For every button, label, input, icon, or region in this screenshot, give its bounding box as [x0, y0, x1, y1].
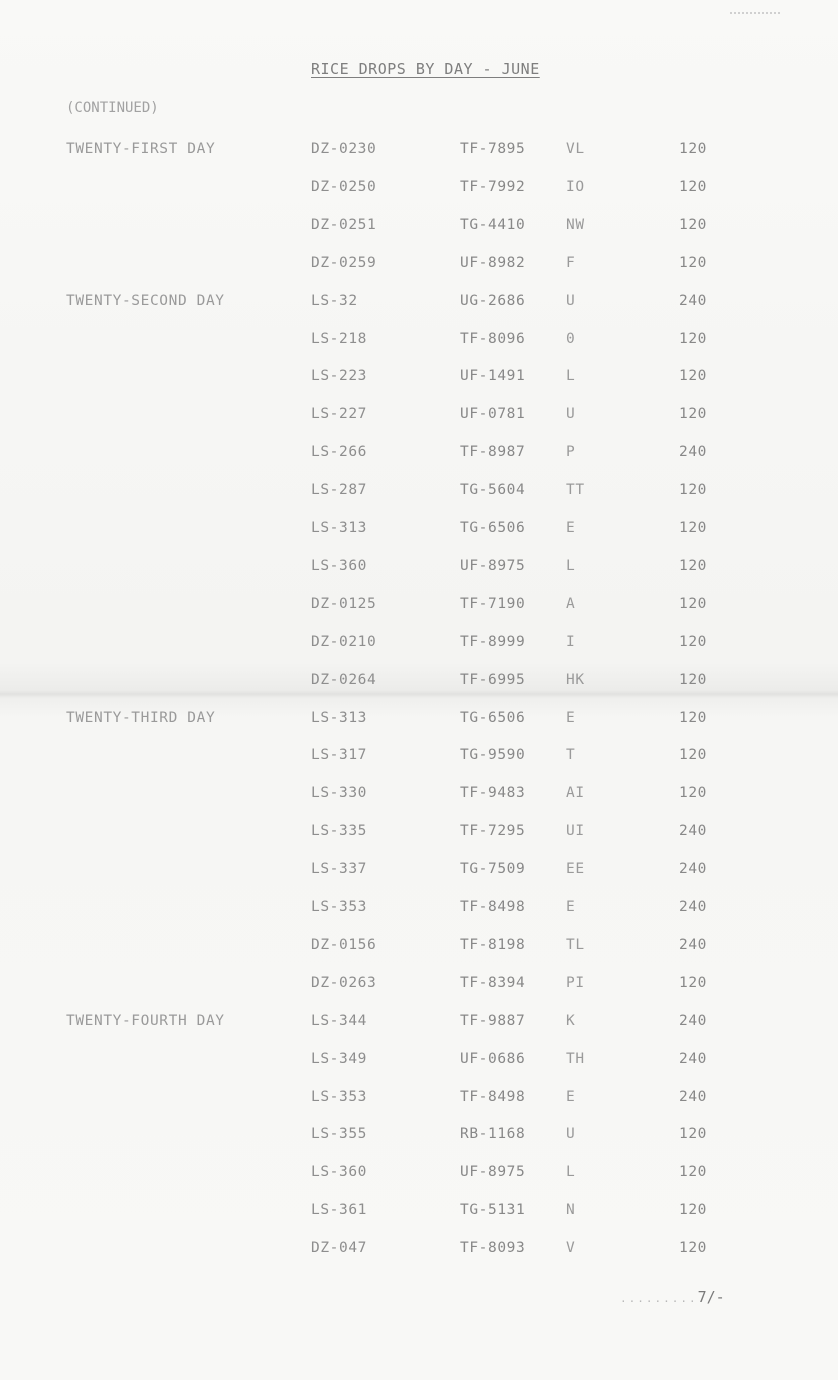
grid-reference: TF-8096: [460, 330, 526, 347]
grid-reference: TF-7992: [460, 178, 526, 195]
letter-code: F: [566, 254, 576, 271]
quantity: 240: [679, 936, 707, 953]
day-label: TWENTY-FIRST DAY: [66, 141, 216, 157]
document-title: RICE DROPS BY DAY - JUNE: [311, 60, 540, 78]
table-row: [0, 710, 838, 736]
quantity: 120: [679, 671, 707, 688]
drop-code: LS-313: [311, 709, 367, 726]
drop-code: LS-355: [311, 1126, 367, 1143]
drop-code: LS-335: [311, 823, 367, 840]
table-row: [0, 672, 838, 698]
grid-reference: TG-6506: [460, 520, 526, 536]
drop-code: DZ-0250: [311, 178, 377, 195]
quantity: 120: [679, 141, 707, 157]
grid-reference: TF-7190: [460, 595, 526, 612]
table-row: [0, 520, 838, 546]
letter-code: U: [566, 1126, 576, 1143]
letter-code: UI: [566, 823, 585, 840]
letter-code: T: [566, 747, 576, 764]
table-row: [0, 179, 838, 205]
table-row: [0, 1013, 838, 1039]
table-row: [0, 899, 838, 925]
day-label: TWENTY-THIRD DAY: [66, 709, 216, 726]
quantity: 240: [679, 899, 707, 915]
grid-reference: TF-8999: [460, 633, 526, 650]
grid-reference: TF-8987: [460, 444, 526, 461]
grid-reference: TG-9590: [460, 747, 526, 764]
quantity: 120: [679, 482, 707, 499]
quantity: 120: [679, 974, 707, 991]
drop-code: LS-223: [311, 368, 367, 385]
letter-code: PI: [566, 974, 585, 991]
table-row: [0, 861, 838, 887]
letter-code: TH: [566, 1050, 585, 1067]
grid-reference: TF-8394: [460, 974, 526, 991]
letter-code: E: [566, 1088, 576, 1105]
grid-reference: TG-4410: [460, 216, 526, 233]
grid-reference: TG-5604: [460, 482, 526, 499]
grid-reference: TF-7895: [460, 141, 526, 157]
quantity: 240: [679, 823, 707, 840]
quantity: 120: [679, 520, 707, 536]
drop-code: DZ-0263: [311, 974, 377, 991]
quantity: 240: [679, 1050, 707, 1067]
drop-code: LS-360: [311, 557, 367, 574]
quantity: 120: [679, 1240, 707, 1257]
drop-code: LS-349: [311, 1050, 367, 1067]
letter-code: NW: [566, 216, 585, 233]
continued-label: (CONTINUED): [66, 100, 159, 116]
letter-code: IO: [566, 178, 585, 195]
grid-reference: UF-0781: [460, 406, 526, 423]
drop-code: DZ-0264: [311, 671, 377, 688]
letter-code: U: [566, 292, 576, 309]
table-row: [0, 255, 838, 281]
letter-code: K: [566, 1012, 576, 1029]
drop-code: LS-218: [311, 330, 367, 347]
drop-code: LS-344: [311, 1012, 367, 1029]
drop-code: LS-361: [311, 1202, 367, 1219]
table-row: [0, 444, 838, 470]
quantity: 120: [679, 709, 707, 726]
drop-code: LS-337: [311, 861, 367, 878]
page-number: 7/-: [697, 1288, 725, 1306]
table-row: [0, 1202, 838, 1228]
quantity: 120: [679, 1164, 707, 1181]
grid-reference: UF-0686: [460, 1050, 526, 1067]
grid-reference: UF-8975: [460, 557, 526, 574]
letter-code: A: [566, 595, 576, 612]
scan-mark-top-left: [64, 50, 114, 56]
page-footer: [620, 1288, 725, 1306]
grid-reference: UF-1491: [460, 368, 526, 385]
quantity: 120: [679, 557, 707, 574]
drop-code: DZ-0156: [311, 936, 377, 953]
table-row: [0, 634, 838, 660]
table-row: [0, 482, 838, 508]
grid-reference: UF-8975: [460, 1164, 526, 1181]
table-row: [0, 785, 838, 811]
quantity: 240: [679, 861, 707, 878]
letter-code: P: [566, 444, 576, 461]
table-row: [0, 937, 838, 963]
table-row: [0, 1089, 838, 1115]
grid-reference: TF-7295: [460, 823, 526, 840]
table-row: [0, 1240, 838, 1266]
table-row: [0, 823, 838, 849]
grid-reference: UG-2686: [460, 292, 526, 309]
letter-code: V: [566, 1240, 576, 1257]
day-label: TWENTY-FOURTH DAY: [66, 1012, 225, 1029]
grid-reference: TF-8498: [460, 899, 526, 915]
letter-code: U: [566, 406, 576, 423]
drop-code: DZ-047: [311, 1240, 367, 1257]
table-row: [0, 1126, 838, 1152]
grid-reference: TF-9887: [460, 1012, 526, 1029]
quantity: 240: [679, 444, 707, 461]
table-row: [0, 1164, 838, 1190]
grid-reference: TF-9483: [460, 785, 526, 802]
table-row: [0, 217, 838, 243]
drop-code: DZ-0210: [311, 633, 377, 650]
footer-dots: .........: [620, 1292, 698, 1305]
quantity: 120: [679, 1202, 707, 1219]
letter-code: N: [566, 1202, 576, 1219]
grid-reference: TF-8093: [460, 1240, 526, 1257]
letter-code: VL: [566, 141, 585, 157]
letter-code: I: [566, 633, 576, 650]
table-row: [0, 141, 838, 167]
quantity: 120: [679, 1126, 707, 1143]
quantity: 120: [679, 330, 707, 347]
quantity: 240: [679, 1012, 707, 1029]
table-row: [0, 293, 838, 319]
letter-code: TL: [566, 936, 585, 953]
day-label: TWENTY-SECOND DAY: [66, 292, 225, 309]
drop-code: LS-360: [311, 1164, 367, 1181]
drop-code: LS-353: [311, 1088, 367, 1105]
letter-code: E: [566, 520, 576, 536]
quantity: 240: [679, 292, 707, 309]
scan-mark-top-right: [730, 12, 780, 20]
quantity: 120: [679, 178, 707, 195]
quantity: 120: [679, 254, 707, 271]
quantity: 120: [679, 747, 707, 764]
quantity: 240: [679, 1088, 707, 1105]
table-row: [0, 368, 838, 394]
drop-code: LS-227: [311, 406, 367, 423]
quantity: 120: [679, 785, 707, 802]
drop-code: LS-266: [311, 444, 367, 461]
drop-code: DZ-0259: [311, 254, 377, 271]
table-row: [0, 331, 838, 357]
letter-code: L: [566, 1164, 576, 1181]
quantity: 120: [679, 216, 707, 233]
drop-code: LS-313: [311, 520, 367, 536]
letter-code: E: [566, 899, 576, 915]
letter-code: 0: [566, 330, 576, 347]
table-row: [0, 747, 838, 773]
grid-reference: TF-6995: [460, 671, 526, 688]
grid-reference: TG-6506: [460, 709, 526, 726]
grid-reference: UF-8982: [460, 254, 526, 271]
table-row: [0, 596, 838, 622]
quantity: 120: [679, 595, 707, 612]
letter-code: TT: [566, 482, 585, 499]
drop-code: DZ-0125: [311, 595, 377, 612]
letter-code: E: [566, 709, 576, 726]
drop-code: LS-287: [311, 482, 367, 499]
drop-code: LS-353: [311, 899, 367, 915]
grid-reference: TF-8198: [460, 936, 526, 953]
drop-code: DZ-0230: [311, 141, 377, 157]
letter-code: EE: [566, 861, 585, 878]
drop-code: LS-330: [311, 785, 367, 802]
quantity: 120: [679, 406, 707, 423]
letter-code: L: [566, 368, 576, 385]
table-row: [0, 406, 838, 432]
letter-code: L: [566, 557, 576, 574]
table-row: [0, 1051, 838, 1077]
letter-code: AI: [566, 785, 585, 802]
quantity: 120: [679, 368, 707, 385]
drop-code: LS-317: [311, 747, 367, 764]
grid-reference: TF-8498: [460, 1088, 526, 1105]
grid-reference: TG-5131: [460, 1202, 526, 1219]
drop-code: LS-32: [311, 292, 358, 309]
grid-reference: RB-1168: [460, 1126, 526, 1143]
drop-code: DZ-0251: [311, 216, 377, 233]
grid-reference: TG-7509: [460, 861, 526, 878]
table-row: [0, 975, 838, 1001]
letter-code: HK: [566, 671, 585, 688]
table-row: [0, 558, 838, 584]
quantity: 120: [679, 633, 707, 650]
